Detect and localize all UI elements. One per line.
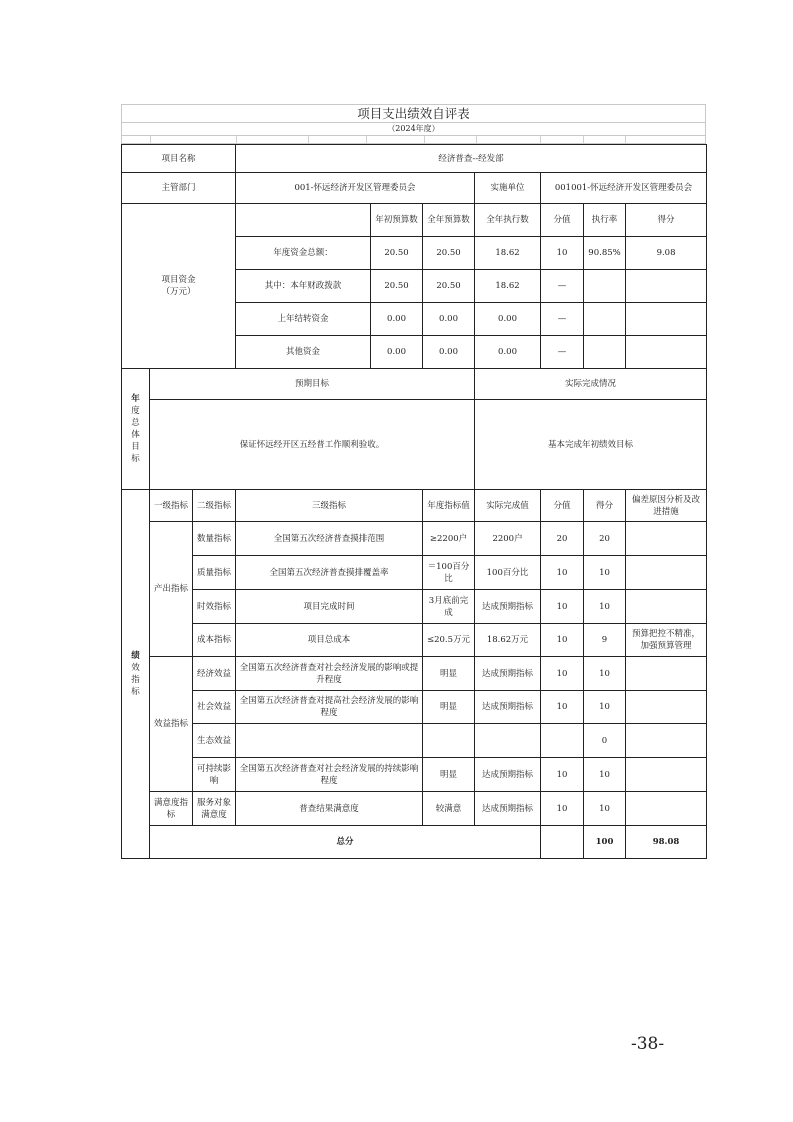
perf-score-max: 10 bbox=[541, 691, 584, 724]
perf-side-char: 标 bbox=[131, 687, 140, 697]
funds-cell: 90.85% bbox=[584, 237, 626, 270]
perf-l2: 服务对象满意度 bbox=[193, 792, 236, 826]
perf-l2: 可持续影响 bbox=[193, 758, 236, 792]
funds-label-line1: 项目资金 bbox=[161, 275, 196, 285]
perf-l3: 全国第五次经济普查对社会经济发展的持续影响程度 bbox=[236, 758, 423, 792]
total-max: 100 bbox=[584, 826, 626, 859]
perf-side-char: 绩 bbox=[131, 651, 140, 661]
perf-row bbox=[122, 724, 707, 758]
funds-cell: 20.50 bbox=[423, 237, 475, 270]
perf-header: 得分 bbox=[584, 490, 626, 522]
funds-cell: 18.62 bbox=[475, 237, 541, 270]
perf-score: 10 bbox=[584, 556, 626, 590]
goal-side-char: 目 bbox=[131, 442, 140, 452]
funds-cell: 0.00 bbox=[423, 303, 475, 336]
perf-score: 20 bbox=[584, 522, 626, 556]
funds-cell bbox=[584, 303, 626, 336]
perf-header: 二级指标 bbox=[193, 490, 236, 522]
perf-header: 年度指标值 bbox=[423, 490, 475, 522]
funds-cell: 0.00 bbox=[475, 336, 541, 369]
perf-note bbox=[626, 691, 707, 724]
funds-header: 分值 bbox=[541, 204, 584, 237]
perf-actual: 100百分比 bbox=[475, 556, 541, 590]
funds-header: 得分 bbox=[626, 204, 707, 237]
perf-header: 偏差原因分析及改进措施 bbox=[626, 490, 707, 522]
perf-row bbox=[122, 556, 707, 590]
perf-score-max: 10 bbox=[541, 792, 584, 826]
total-score: 98.08 bbox=[626, 826, 707, 859]
goal-side-label bbox=[122, 369, 150, 490]
perf-score: 10 bbox=[584, 590, 626, 624]
dept-value: 001-怀远经济开发区管理委员会 bbox=[236, 173, 475, 204]
perf-l3: 全国第五次经济普查摸排范围 bbox=[236, 522, 423, 556]
goal-side-char: 体 bbox=[131, 430, 140, 440]
perf-target: 明显 bbox=[423, 758, 475, 792]
funds-row-label: 年度资金总额： bbox=[236, 237, 371, 270]
funds-cell bbox=[626, 270, 707, 303]
perf-target: 明显 bbox=[423, 691, 475, 724]
perf-header: 三级指标 bbox=[236, 490, 423, 522]
perf-score-max: 20 bbox=[541, 522, 584, 556]
perf-score-max bbox=[541, 724, 584, 758]
perf-score-max: 10 bbox=[541, 758, 584, 792]
funds-cell: 0.00 bbox=[475, 303, 541, 336]
perf-l3: 全国第五次经济普查摸排覆盖率 bbox=[236, 556, 423, 590]
blank-grid-row bbox=[121, 135, 706, 144]
perf-score: 10 bbox=[584, 691, 626, 724]
perf-actual: 达成预期指标 bbox=[475, 657, 541, 691]
funds-cell: 18.62 bbox=[475, 270, 541, 303]
goal-side-char: 总 bbox=[131, 418, 140, 428]
funds-row-label: 其他资金 bbox=[236, 336, 371, 369]
funds-cell: 10 bbox=[541, 237, 584, 270]
perf-target: ＝100百分比 bbox=[423, 556, 475, 590]
perf-l2: 经济效益 bbox=[193, 657, 236, 691]
form-year: （2024年度） bbox=[121, 123, 706, 135]
perf-l2: 数量指标 bbox=[193, 522, 236, 556]
funds-header-blank bbox=[236, 204, 371, 237]
project-name-label: 项目名称 bbox=[122, 145, 236, 173]
perf-target: 3月底前完成 bbox=[423, 590, 475, 624]
perf-side-char: 效 bbox=[131, 663, 140, 673]
perf-actual: 达成预期指标 bbox=[475, 691, 541, 724]
perf-l3: 普查结果满意度 bbox=[236, 792, 423, 826]
perf-actual: 18.62万元 bbox=[475, 624, 541, 657]
funds-header: 年初预算数 bbox=[371, 204, 423, 237]
level1-satisfaction: 满意度指标 bbox=[150, 792, 193, 826]
funds-cell: 0.00 bbox=[371, 303, 423, 336]
funds-label-line2: （万元） bbox=[161, 287, 196, 297]
perf-row bbox=[122, 522, 707, 556]
level1-benefit: 效益指标 bbox=[150, 657, 193, 792]
perf-row bbox=[122, 792, 707, 826]
perf-actual: 达成预期指标 bbox=[475, 792, 541, 826]
perf-row bbox=[122, 624, 707, 657]
perf-side-label bbox=[122, 490, 150, 859]
funds-cell: 0.00 bbox=[423, 336, 475, 369]
funds-header: 全年预算数 bbox=[423, 204, 475, 237]
perf-target: 明显 bbox=[423, 657, 475, 691]
expected-goal-header: 预期目标 bbox=[150, 369, 475, 400]
funds-row-label: 其中：本年财政拨款 bbox=[236, 270, 371, 303]
perf-target: 较满意 bbox=[423, 792, 475, 826]
impl-label: 实施单位 bbox=[475, 173, 541, 204]
perf-header: 一级指标 bbox=[150, 490, 193, 522]
perf-target: ≥2200户 bbox=[423, 522, 475, 556]
perf-note bbox=[626, 522, 707, 556]
expected-goal-text: 保证怀远经开区五经普工作顺利验收。 bbox=[150, 400, 475, 490]
perf-l3: 项目完成时间 bbox=[236, 590, 423, 624]
perf-header: 分值 bbox=[541, 490, 584, 522]
funds-header: 执行率 bbox=[584, 204, 626, 237]
perf-row bbox=[122, 758, 707, 792]
perf-note bbox=[626, 657, 707, 691]
perf-l3: 全国第五次经济普查对社会经济发展的影响或提升程度 bbox=[236, 657, 423, 691]
funds-cell: 20.50 bbox=[423, 270, 475, 303]
funds-cell bbox=[584, 336, 626, 369]
total-label: 总分 bbox=[150, 826, 541, 859]
funds-cell: — bbox=[541, 336, 584, 369]
perf-note bbox=[626, 758, 707, 792]
perf-row bbox=[122, 590, 707, 624]
funds-cell: — bbox=[541, 303, 584, 336]
funds-cell: 0.00 bbox=[371, 336, 423, 369]
perf-note bbox=[626, 724, 707, 758]
goal-side-char: 度 bbox=[131, 406, 140, 416]
perf-score: 10 bbox=[584, 792, 626, 826]
perf-l2: 质量指标 bbox=[193, 556, 236, 590]
funds-cell bbox=[626, 303, 707, 336]
perf-l2: 社会效益 bbox=[193, 691, 236, 724]
goal-side-char: 标 bbox=[131, 454, 140, 464]
perf-header: 实际完成值 bbox=[475, 490, 541, 522]
page-number: -38- bbox=[631, 1034, 665, 1054]
funds-cell: 20.50 bbox=[371, 270, 423, 303]
perf-score-max: 10 bbox=[541, 657, 584, 691]
perf-note bbox=[626, 792, 707, 826]
actual-goal-text: 基本完成年初绩效目标 bbox=[475, 400, 707, 490]
funds-label bbox=[122, 204, 236, 369]
funds-cell bbox=[626, 336, 707, 369]
perf-l2: 生态效益 bbox=[193, 724, 236, 758]
perf-l2: 时效指标 bbox=[193, 590, 236, 624]
perf-score: 10 bbox=[584, 758, 626, 792]
perf-actual: 2200户 bbox=[475, 522, 541, 556]
perf-l2: 成本指标 bbox=[193, 624, 236, 657]
goal-side-char: 年 bbox=[131, 394, 140, 404]
perf-actual bbox=[475, 724, 541, 758]
funds-cell: — bbox=[541, 270, 584, 303]
performance-table bbox=[121, 144, 707, 859]
perf-score: 9 bbox=[584, 624, 626, 657]
perf-row bbox=[122, 657, 707, 691]
perf-target: ≤20.5万元 bbox=[423, 624, 475, 657]
total-blank bbox=[541, 826, 584, 859]
level1-output: 产出指标 bbox=[150, 522, 193, 657]
perf-row bbox=[122, 691, 707, 724]
funds-cell bbox=[584, 270, 626, 303]
funds-cell: 20.50 bbox=[371, 237, 423, 270]
perf-actual: 达成预期指标 bbox=[475, 758, 541, 792]
dept-label: 主管部门 bbox=[122, 173, 236, 204]
funds-cell: 9.08 bbox=[626, 237, 707, 270]
perf-l3: 项目总成本 bbox=[236, 624, 423, 657]
perf-score-max: 10 bbox=[541, 624, 584, 657]
form-title: 项目支出绩效自评表 bbox=[121, 104, 706, 123]
impl-value: 001001-怀远经济开发区管理委员会 bbox=[541, 173, 707, 204]
perf-side-char: 指 bbox=[131, 675, 140, 685]
perf-score-max: 10 bbox=[541, 556, 584, 590]
perf-score: 10 bbox=[584, 657, 626, 691]
perf-score-max: 10 bbox=[541, 590, 584, 624]
perf-note: 预算把控不精准，加强预算管理 bbox=[626, 624, 707, 657]
funds-row-label: 上年结转资金 bbox=[236, 303, 371, 336]
perf-l3 bbox=[236, 724, 423, 758]
perf-score: 0 bbox=[584, 724, 626, 758]
perf-actual: 达成预期指标 bbox=[475, 590, 541, 624]
actual-goal-header: 实际完成情况 bbox=[475, 369, 707, 400]
perf-l3: 全国第五次经济普查对提高社会经济发展的影响程度 bbox=[236, 691, 423, 724]
perf-note bbox=[626, 590, 707, 624]
funds-header: 全年执行数 bbox=[475, 204, 541, 237]
project-name-value: 经济普查--经发部 bbox=[236, 145, 707, 173]
perf-note bbox=[626, 556, 707, 590]
perf-target bbox=[423, 724, 475, 758]
